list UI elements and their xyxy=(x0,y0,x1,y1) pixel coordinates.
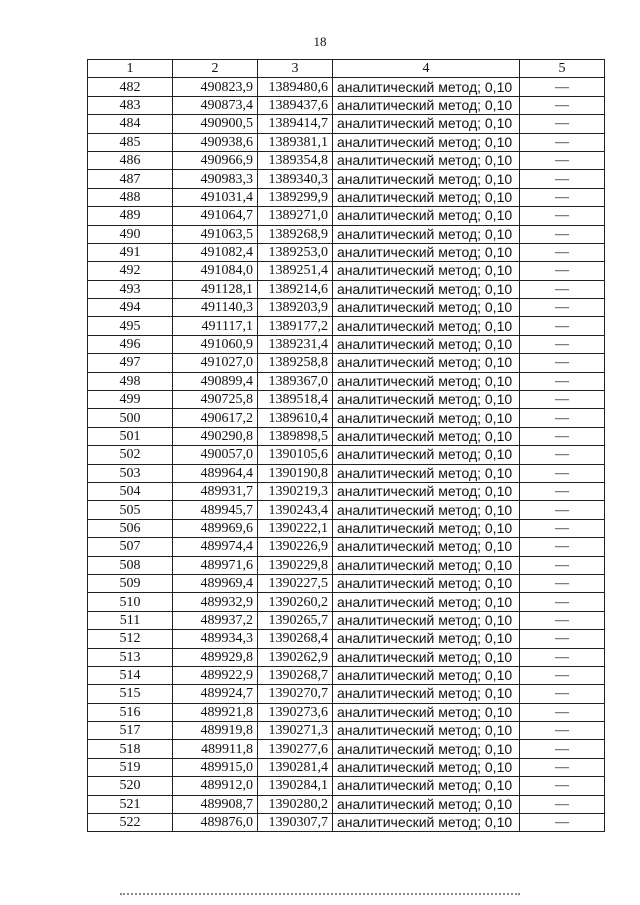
cell-method: аналитический метод; 0,10 xyxy=(333,354,520,372)
cell-method: аналитический метод; 0,10 xyxy=(333,758,520,776)
cell-y-coordinate: 1390280,2 xyxy=(258,795,333,813)
cell-x-coordinate: 491031,4 xyxy=(173,188,258,206)
cell-method: аналитический метод; 0,10 xyxy=(333,372,520,390)
cell-x-coordinate: 490983,3 xyxy=(173,170,258,188)
cell-y-coordinate: 1389253,0 xyxy=(258,243,333,261)
cell-description: — xyxy=(520,538,605,556)
cut-off-text-line xyxy=(120,893,520,899)
cell-x-coordinate: 489937,2 xyxy=(173,611,258,629)
cell-y-coordinate: 1390281,4 xyxy=(258,758,333,776)
cell-y-coordinate: 1390268,7 xyxy=(258,666,333,684)
cell-point-number: 484 xyxy=(88,115,173,133)
table-row xyxy=(88,501,605,519)
cell-point-number: 521 xyxy=(88,795,173,813)
cell-point-number: 491 xyxy=(88,243,173,261)
cell-description: — xyxy=(520,243,605,261)
cell-method: аналитический метод; 0,10 xyxy=(333,740,520,758)
cell-x-coordinate: 491027,0 xyxy=(173,354,258,372)
cell-method: аналитический метод; 0,10 xyxy=(333,482,520,500)
table-row xyxy=(88,409,605,427)
cell-y-coordinate: 1389299,9 xyxy=(258,188,333,206)
cell-x-coordinate: 489924,7 xyxy=(173,685,258,703)
cell-y-coordinate: 1390307,7 xyxy=(258,814,333,832)
cell-method: аналитический метод; 0,10 xyxy=(333,703,520,721)
cell-y-coordinate: 1389231,4 xyxy=(258,335,333,353)
cell-x-coordinate: 491117,1 xyxy=(173,317,258,335)
cell-x-coordinate: 490617,2 xyxy=(173,409,258,427)
cell-method: аналитический метод; 0,10 xyxy=(333,446,520,464)
table-row xyxy=(88,243,605,261)
cell-y-coordinate: 1390284,1 xyxy=(258,777,333,795)
cell-point-number: 502 xyxy=(88,446,173,464)
cell-method: аналитический метод; 0,10 xyxy=(333,556,520,574)
table-body xyxy=(88,78,605,832)
cell-x-coordinate: 489908,7 xyxy=(173,795,258,813)
page-number: 18 xyxy=(313,34,327,49)
cell-point-number: 518 xyxy=(88,740,173,758)
cell-description: — xyxy=(520,372,605,390)
cell-y-coordinate: 1389381,1 xyxy=(258,133,333,151)
cell-description: — xyxy=(520,262,605,280)
table-row xyxy=(88,299,605,317)
table-row xyxy=(88,96,605,114)
cell-x-coordinate: 490057,0 xyxy=(173,446,258,464)
table-row xyxy=(88,666,605,684)
table-header xyxy=(88,60,605,78)
cell-method: аналитический метод; 0,10 xyxy=(333,115,520,133)
cell-description: — xyxy=(520,795,605,813)
cell-description: — xyxy=(520,666,605,684)
cell-x-coordinate: 489919,8 xyxy=(173,722,258,740)
cell-method: аналитический метод; 0,10 xyxy=(333,722,520,740)
cell-x-coordinate: 489945,7 xyxy=(173,501,258,519)
cell-description: — xyxy=(520,519,605,537)
cell-y-coordinate: 1390219,3 xyxy=(258,482,333,500)
cell-description: — xyxy=(520,96,605,114)
cell-x-coordinate: 490725,8 xyxy=(173,391,258,409)
cell-point-number: 493 xyxy=(88,280,173,298)
cell-x-coordinate: 490290,8 xyxy=(173,427,258,445)
table-row xyxy=(88,814,605,832)
cell-description: — xyxy=(520,299,605,317)
cell-point-number: 501 xyxy=(88,427,173,445)
cell-point-number: 500 xyxy=(88,409,173,427)
cell-x-coordinate: 491060,9 xyxy=(173,335,258,353)
cell-x-coordinate: 491140,3 xyxy=(173,299,258,317)
table-row xyxy=(88,758,605,776)
cell-y-coordinate: 1389268,9 xyxy=(258,225,333,243)
cell-description: — xyxy=(520,685,605,703)
cell-y-coordinate: 1389271,0 xyxy=(258,207,333,225)
cell-point-number: 486 xyxy=(88,151,173,169)
cell-point-number: 495 xyxy=(88,317,173,335)
table-row xyxy=(88,280,605,298)
table-row xyxy=(88,262,605,280)
table-row xyxy=(88,611,605,629)
cell-x-coordinate: 490823,9 xyxy=(173,78,258,96)
cell-point-number: 520 xyxy=(88,777,173,795)
cell-x-coordinate: 489974,4 xyxy=(173,538,258,556)
cell-x-coordinate: 490966,9 xyxy=(173,151,258,169)
table-row xyxy=(88,115,605,133)
cell-method: аналитический метод; 0,10 xyxy=(333,593,520,611)
cell-method: аналитический метод; 0,10 xyxy=(333,225,520,243)
cell-point-number: 508 xyxy=(88,556,173,574)
cell-point-number: 499 xyxy=(88,391,173,409)
cell-y-coordinate: 1390226,9 xyxy=(258,538,333,556)
cell-point-number: 497 xyxy=(88,354,173,372)
cell-point-number: 490 xyxy=(88,225,173,243)
cell-description: — xyxy=(520,501,605,519)
cell-y-coordinate: 1389367,0 xyxy=(258,372,333,390)
cell-x-coordinate: 490900,5 xyxy=(173,115,258,133)
cell-description: — xyxy=(520,574,605,592)
cell-description: — xyxy=(520,777,605,795)
cell-method: аналитический метод; 0,10 xyxy=(333,464,520,482)
cell-point-number: 503 xyxy=(88,464,173,482)
cell-x-coordinate: 491084,0 xyxy=(173,262,258,280)
cell-y-coordinate: 1390268,4 xyxy=(258,630,333,648)
cell-x-coordinate: 489969,4 xyxy=(173,574,258,592)
cell-point-number: 513 xyxy=(88,648,173,666)
cell-method: аналитический метод; 0,10 xyxy=(333,795,520,813)
cell-description: — xyxy=(520,611,605,629)
cell-y-coordinate: 1389354,8 xyxy=(258,151,333,169)
cell-method: аналитический метод; 0,10 xyxy=(333,519,520,537)
cell-description: — xyxy=(520,482,605,500)
cell-point-number: 512 xyxy=(88,630,173,648)
cell-description: — xyxy=(520,115,605,133)
cell-method: аналитический метод; 0,10 xyxy=(333,170,520,188)
cell-description: — xyxy=(520,280,605,298)
table-row xyxy=(88,519,605,537)
cell-description: — xyxy=(520,593,605,611)
table-row xyxy=(88,593,605,611)
cell-y-coordinate: 1389251,4 xyxy=(258,262,333,280)
cell-point-number: 522 xyxy=(88,814,173,832)
cell-point-number: 498 xyxy=(88,372,173,390)
cell-y-coordinate: 1390105,6 xyxy=(258,446,333,464)
cell-y-coordinate: 1389177,2 xyxy=(258,317,333,335)
cell-y-coordinate: 1390270,7 xyxy=(258,685,333,703)
cell-description: — xyxy=(520,354,605,372)
header-cell-x-coordinate: 2 xyxy=(173,60,258,78)
cell-y-coordinate: 1389480,6 xyxy=(258,78,333,96)
cell-x-coordinate: 489912,0 xyxy=(173,777,258,795)
cell-description: — xyxy=(520,464,605,482)
cell-point-number: 488 xyxy=(88,188,173,206)
cell-method: аналитический метод; 0,10 xyxy=(333,280,520,298)
cell-point-number: 511 xyxy=(88,611,173,629)
cell-x-coordinate: 489922,9 xyxy=(173,666,258,684)
cell-x-coordinate: 491064,7 xyxy=(173,207,258,225)
cell-method: аналитический метод; 0,10 xyxy=(333,133,520,151)
cell-y-coordinate: 1389610,4 xyxy=(258,409,333,427)
cell-description: — xyxy=(520,391,605,409)
cell-description: — xyxy=(520,317,605,335)
header-cell-description: 5 xyxy=(520,60,605,78)
cell-description: — xyxy=(520,225,605,243)
cell-description: — xyxy=(520,133,605,151)
cell-y-coordinate: 1389898,5 xyxy=(258,427,333,445)
cell-description: — xyxy=(520,207,605,225)
cell-point-number: 483 xyxy=(88,96,173,114)
table-row xyxy=(88,335,605,353)
cell-point-number: 507 xyxy=(88,538,173,556)
cell-point-number: 489 xyxy=(88,207,173,225)
table-row xyxy=(88,482,605,500)
cell-y-coordinate: 1389340,3 xyxy=(258,170,333,188)
cell-x-coordinate: 489969,6 xyxy=(173,519,258,537)
cell-method: аналитический метод; 0,10 xyxy=(333,666,520,684)
table-row xyxy=(88,538,605,556)
cell-description: — xyxy=(520,409,605,427)
table-row xyxy=(88,685,605,703)
cell-y-coordinate: 1390243,4 xyxy=(258,501,333,519)
cell-method: аналитический метод; 0,10 xyxy=(333,391,520,409)
cell-description: — xyxy=(520,78,605,96)
cell-point-number: 492 xyxy=(88,262,173,280)
cell-y-coordinate: 1390222,1 xyxy=(258,519,333,537)
cell-point-number: 509 xyxy=(88,574,173,592)
table-row xyxy=(88,722,605,740)
cell-x-coordinate: 490873,4 xyxy=(173,96,258,114)
cell-x-coordinate: 490899,4 xyxy=(173,372,258,390)
table-row xyxy=(88,207,605,225)
cell-method: аналитический метод; 0,10 xyxy=(333,409,520,427)
cell-y-coordinate: 1390260,2 xyxy=(258,593,333,611)
table-row xyxy=(88,372,605,390)
table-row xyxy=(88,133,605,151)
cell-y-coordinate: 1389214,6 xyxy=(258,280,333,298)
cell-y-coordinate: 1390190,8 xyxy=(258,464,333,482)
cell-method: аналитический метод; 0,10 xyxy=(333,317,520,335)
cell-point-number: 485 xyxy=(88,133,173,151)
cell-y-coordinate: 1389437,6 xyxy=(258,96,333,114)
cell-method: аналитический метод; 0,10 xyxy=(333,777,520,795)
cell-method: аналитический метод; 0,10 xyxy=(333,648,520,666)
cell-method: аналитический метод; 0,10 xyxy=(333,207,520,225)
table-row xyxy=(88,777,605,795)
table-row xyxy=(88,151,605,169)
cell-y-coordinate: 1390227,5 xyxy=(258,574,333,592)
cell-point-number: 504 xyxy=(88,482,173,500)
cell-description: — xyxy=(520,335,605,353)
cell-method: аналитический метод; 0,10 xyxy=(333,243,520,261)
table-row xyxy=(88,317,605,335)
cell-x-coordinate: 489876,0 xyxy=(173,814,258,832)
cell-y-coordinate: 1390229,8 xyxy=(258,556,333,574)
cell-point-number: 494 xyxy=(88,299,173,317)
cell-method: аналитический метод; 0,10 xyxy=(333,501,520,519)
cell-description: — xyxy=(520,556,605,574)
cell-point-number: 482 xyxy=(88,78,173,96)
header-cell-y-coordinate: 3 xyxy=(258,60,333,78)
cell-y-coordinate: 1390265,7 xyxy=(258,611,333,629)
cell-point-number: 514 xyxy=(88,666,173,684)
cell-point-number: 487 xyxy=(88,170,173,188)
cell-description: — xyxy=(520,814,605,832)
table-row xyxy=(88,574,605,592)
cell-method: аналитический метод; 0,10 xyxy=(333,96,520,114)
cell-description: — xyxy=(520,740,605,758)
cell-description: — xyxy=(520,446,605,464)
cell-method: аналитический метод; 0,10 xyxy=(333,188,520,206)
cell-x-coordinate: 491082,4 xyxy=(173,243,258,261)
cell-y-coordinate: 1389203,9 xyxy=(258,299,333,317)
cell-point-number: 515 xyxy=(88,685,173,703)
table-row xyxy=(88,78,605,96)
cell-method: аналитический метод; 0,10 xyxy=(333,685,520,703)
cell-point-number: 505 xyxy=(88,501,173,519)
cell-x-coordinate: 491128,1 xyxy=(173,280,258,298)
cell-method: аналитический метод; 0,10 xyxy=(333,574,520,592)
cell-y-coordinate: 1390273,6 xyxy=(258,703,333,721)
cell-description: — xyxy=(520,648,605,666)
cell-y-coordinate: 1389414,7 xyxy=(258,115,333,133)
cell-x-coordinate: 491063,5 xyxy=(173,225,258,243)
header-row xyxy=(88,60,605,78)
cell-x-coordinate: 489964,4 xyxy=(173,464,258,482)
cell-method: аналитический метод; 0,10 xyxy=(333,538,520,556)
cell-description: — xyxy=(520,630,605,648)
cell-method: аналитический метод; 0,10 xyxy=(333,78,520,96)
table-row xyxy=(88,170,605,188)
table-row xyxy=(88,630,605,648)
cell-y-coordinate: 1389258,8 xyxy=(258,354,333,372)
cell-method: аналитический метод; 0,10 xyxy=(333,630,520,648)
table-row xyxy=(88,225,605,243)
cell-x-coordinate: 489971,6 xyxy=(173,556,258,574)
cell-point-number: 510 xyxy=(88,593,173,611)
cell-method: аналитический метод; 0,10 xyxy=(333,262,520,280)
table-row xyxy=(88,648,605,666)
cell-method: аналитический метод; 0,10 xyxy=(333,151,520,169)
cell-description: — xyxy=(520,703,605,721)
cell-x-coordinate: 489934,3 xyxy=(173,630,258,648)
cell-x-coordinate: 489921,8 xyxy=(173,703,258,721)
cell-x-coordinate: 489932,9 xyxy=(173,593,258,611)
cell-description: — xyxy=(520,427,605,445)
cell-description: — xyxy=(520,188,605,206)
cell-method: аналитический метод; 0,10 xyxy=(333,335,520,353)
cell-description: — xyxy=(520,722,605,740)
table-row xyxy=(88,391,605,409)
cell-description: — xyxy=(520,170,605,188)
table-row xyxy=(88,703,605,721)
coordinates-table xyxy=(87,59,605,832)
cell-y-coordinate: 1390262,9 xyxy=(258,648,333,666)
cell-x-coordinate: 490938,6 xyxy=(173,133,258,151)
cell-point-number: 516 xyxy=(88,703,173,721)
table-row xyxy=(88,556,605,574)
header-cell-method: 4 xyxy=(333,60,520,78)
cell-method: аналитический метод; 0,10 xyxy=(333,299,520,317)
cell-point-number: 519 xyxy=(88,758,173,776)
cell-description: — xyxy=(520,151,605,169)
cell-point-number: 506 xyxy=(88,519,173,537)
cell-x-coordinate: 489911,8 xyxy=(173,740,258,758)
cell-point-number: 496 xyxy=(88,335,173,353)
cell-description: — xyxy=(520,758,605,776)
cell-x-coordinate: 489929,8 xyxy=(173,648,258,666)
cell-method: аналитический метод; 0,10 xyxy=(333,611,520,629)
cell-method: аналитический метод; 0,10 xyxy=(333,427,520,445)
cell-y-coordinate: 1390277,6 xyxy=(258,740,333,758)
table-row xyxy=(88,446,605,464)
cell-method: аналитический метод; 0,10 xyxy=(333,814,520,832)
cell-point-number: 517 xyxy=(88,722,173,740)
cell-x-coordinate: 489931,7 xyxy=(173,482,258,500)
table-row xyxy=(88,188,605,206)
table-row xyxy=(88,464,605,482)
table-row xyxy=(88,795,605,813)
cell-y-coordinate: 1390271,3 xyxy=(258,722,333,740)
cell-x-coordinate: 489915,0 xyxy=(173,758,258,776)
table-row xyxy=(88,354,605,372)
cell-y-coordinate: 1389518,4 xyxy=(258,391,333,409)
header-cell-point-number: 1 xyxy=(88,60,173,78)
table-row xyxy=(88,740,605,758)
table-row xyxy=(88,427,605,445)
